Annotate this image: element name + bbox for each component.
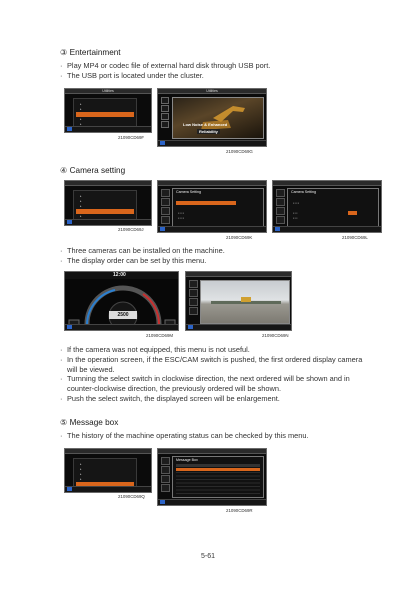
bullet-item: counter-clockwise direction, the previously ordered will be shown. xyxy=(67,384,282,393)
screenshot-camera-view xyxy=(185,271,292,331)
message-list xyxy=(176,472,260,494)
bullet-item: · Three cameras can be installed on the machine. xyxy=(60,246,225,255)
screenshot-video-player: Utilities Low Noise & Enhanced Reliability xyxy=(157,88,267,147)
section-title-camera: ④ Camera setting xyxy=(60,166,126,175)
screenshot-utilities-menu: Utilities ▸ ▸ ▸ ▸ xyxy=(64,88,152,133)
screenshot-gauge-cluster xyxy=(64,271,179,331)
bullet-item: · The USB port is located under the cluster. xyxy=(60,71,204,80)
figure-caption: 21090CD69F xyxy=(118,135,145,140)
section-title-entertainment: ③ Entertainment xyxy=(60,48,121,57)
rpm-display: 2500 xyxy=(109,311,137,319)
screenshot-message-box-list: Message Box xyxy=(157,448,267,506)
section-title-message-box: ⑤ Message box xyxy=(60,418,119,427)
bullet-item: · Push the select switch, the displayed screen will be enlargement. xyxy=(60,394,280,403)
bullet-item: · The display order can be set by this menu. xyxy=(60,256,207,265)
bullet-item: · If the camera was not equipped, this menu is not useful. xyxy=(60,345,250,354)
figure-caption: 21090CD69J xyxy=(118,227,144,232)
screenshot-message-menu: ▸ ▸ ▸ ▸ xyxy=(64,448,152,493)
highlighted-cell xyxy=(348,211,357,215)
menu-item-selected xyxy=(76,112,134,117)
figure-caption: 21090CD69G xyxy=(226,149,253,154)
tachometer-gauge-icon xyxy=(65,272,179,331)
figure-caption: 21090CD69Q xyxy=(118,494,145,499)
page-number: 5-61 xyxy=(200,553,215,560)
figure-caption: 21090CD69L xyxy=(342,235,368,240)
bullet-item: · Play MP4 or codec file of external hard disk through USB port. xyxy=(60,61,271,70)
video-frame: Low Noise & Enhanced Reliability xyxy=(172,97,264,139)
bullet-item: will be viewed. xyxy=(67,365,115,374)
figure-caption: 21090CD69K xyxy=(226,235,253,240)
figure-caption: 21090CD69M xyxy=(146,333,174,338)
screenshot-camera-setting-order: Camera Setting ▪ ▪ ▪ ▪ ▪ ▪ ▪ ▪ ▪ ▪ xyxy=(272,180,382,233)
bullet-item: · The history of the machine operating status can be checked by this menu. xyxy=(60,431,309,440)
clock-display: 12:00 xyxy=(113,272,126,278)
menu-item-selected xyxy=(76,209,134,214)
figure-caption: 21090CD69N xyxy=(262,333,289,338)
bullet-item: · In the operation screen, if the ESC/CAM switch is pushed, the first ordered display camera xyxy=(60,355,363,364)
highlighted-row xyxy=(176,201,236,205)
highlighted-message-row xyxy=(176,468,260,471)
bullet-item: · Turnning the select switch in clockwise direction, the next ordered will be shown and in xyxy=(60,374,350,383)
camera-feed-image xyxy=(200,280,290,324)
screenshot-camera-setting-number: Camera Setting ▪ ▪ ▪ ▪ ▪ ▪ ▪ ▪ xyxy=(157,180,267,233)
figure-caption: 21090CD69R xyxy=(226,508,253,513)
screenshot-camera-menu: ▸ ▸ ▸ ▸ xyxy=(64,180,152,226)
